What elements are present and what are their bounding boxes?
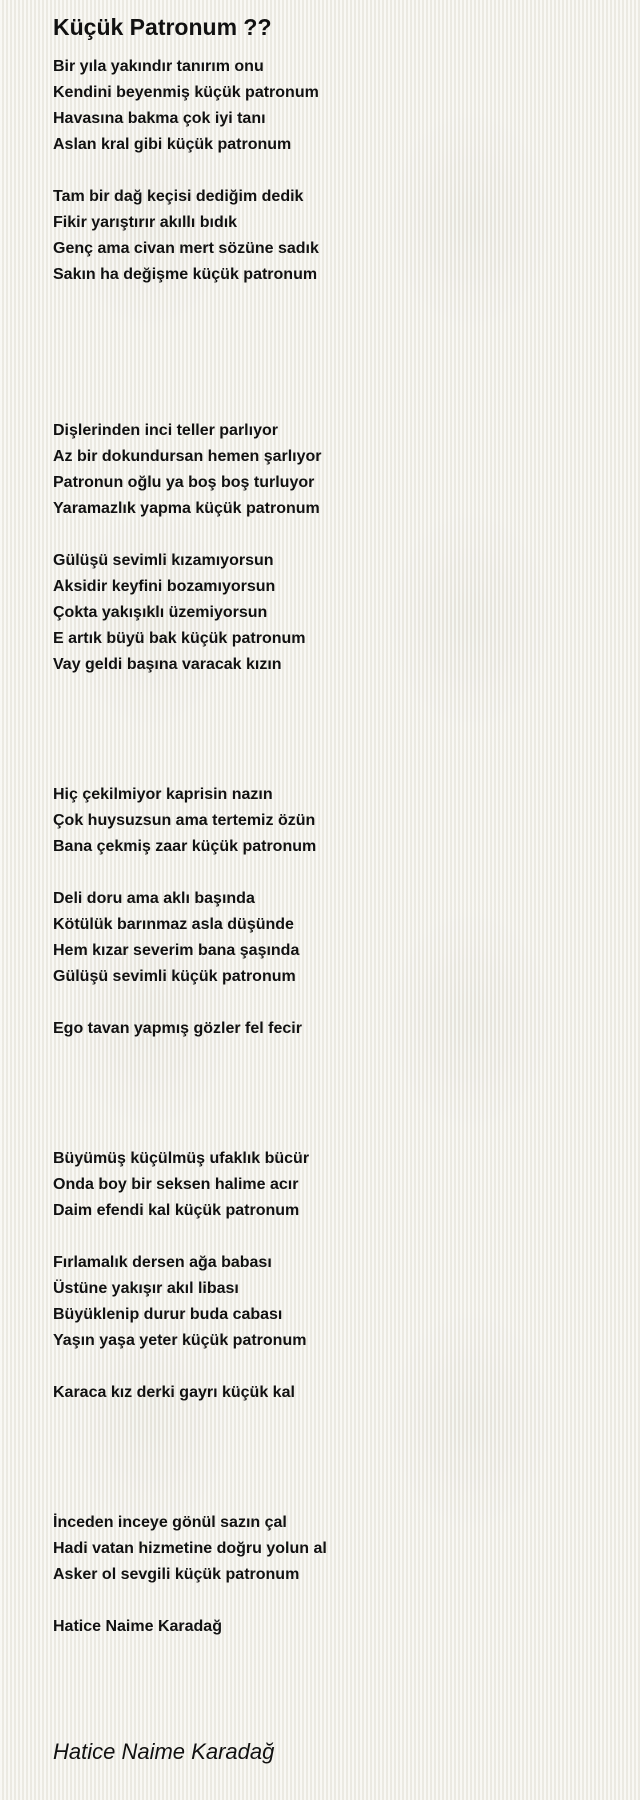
poem-body (53, 54, 613, 1640)
stanza-gap (53, 704, 613, 730)
stanza-gap (53, 158, 613, 184)
poem-line: Vay geldi başına varacak kızın (53, 656, 282, 673)
stanza-gap (53, 366, 613, 392)
poem-page (53, 0, 613, 1764)
stanza-gap (53, 1094, 613, 1120)
poem-line: Hiç çekilmiyor kaprisin nazın (53, 786, 273, 803)
poem-line: İnceden inceye gönül sazın çal (53, 1514, 287, 1531)
poem-line: Fikir yarıştırır akıllı bıdık (53, 214, 238, 231)
stanza-gap (53, 1406, 613, 1432)
poem-line: Yaramazlık yapma küçük patronum (53, 500, 320, 517)
poem-line: Büyümüş küçülmüş ufaklık bücür (53, 1150, 310, 1167)
poem-line: Gülüşü sevimli kızamıyorsun (53, 552, 274, 569)
poem-line: Bir yıla yakındır tanırım onu (53, 58, 264, 75)
poem-line: Tam bir dağ keçisi dediğim dedik (53, 188, 304, 205)
poem-line: Havasına bakma çok iyi tanı (53, 110, 266, 127)
stanza-gap (53, 1120, 613, 1146)
stanza-gap (53, 678, 613, 704)
poem-line: Kötülük barınmaz asla düşünde (53, 916, 294, 933)
stanza-gap (53, 756, 613, 782)
poem-line: Karaca kız derki gayrı küçük kal (53, 1384, 295, 1401)
stanza-gap (53, 860, 613, 886)
poem-line: Bana çekmiş zaar küçük patronum (53, 838, 317, 855)
poem-line: Sakın ha değişme küçük patronum (53, 266, 318, 283)
stanza-gap (53, 1042, 613, 1068)
poem-line: Hatice Naime Karadağ (53, 1618, 222, 1635)
poem-line: Genç ama civan mert sözüne sadık (53, 240, 319, 257)
stanza-gap (53, 522, 613, 548)
stanza-gap (53, 730, 613, 756)
poem-line: Deli doru ama aklı başında (53, 890, 255, 907)
poem-line: Büyüklenip durur buda cabası (53, 1306, 283, 1323)
poem-line: Patronun oğlu ya boş boş turluyor (53, 474, 315, 491)
poem-line: Dişlerinden inci teller parlıyor (53, 422, 278, 439)
stanza-gap (53, 1588, 613, 1614)
poem-line: Fırlamalık dersen ağa babası (53, 1254, 272, 1271)
poem-line: Üstüne yakışır akıl libası (53, 1280, 239, 1297)
stanza-gap (53, 340, 613, 366)
poem-line: Hem kızar severim bana şaşında (53, 942, 300, 959)
stanza-gap (53, 1224, 613, 1250)
stanza-gap (53, 990, 613, 1016)
poem-line: E artık büyü bak küçük patronum (53, 630, 306, 647)
poem-line: Gülüşü sevimli küçük patronum (53, 968, 296, 985)
poem-line: Yaşın yaşa yeter küçük patronum (53, 1332, 307, 1349)
poem-line: Çokta yakışıklı üzemiyorsun (53, 604, 268, 621)
stanza-gap (53, 1068, 613, 1094)
poem-title: Küçük Patronum ?? (53, 14, 272, 40)
stanza-gap (53, 288, 613, 314)
author-signature: Hatice Naime Karadağ (53, 1739, 275, 1764)
poem-line: Daim efendi kal küçük patronum (53, 1202, 300, 1219)
stanza-gap (53, 314, 613, 340)
stanza-gap (53, 1458, 613, 1484)
stanza-gap (53, 1354, 613, 1380)
stanza-gap (53, 1432, 613, 1458)
poem-line: Ego tavan yapmış gözler fel fecir (53, 1020, 302, 1037)
poem-line: Aksidir keyfini bozamıyorsun (53, 578, 276, 595)
poem-line: Az bir dokundursan hemen şarlıyor (53, 448, 322, 465)
poem-line: Asker ol sevgili küçük patronum (53, 1566, 300, 1583)
stanza-gap (53, 392, 613, 418)
stanza-gap (53, 1484, 613, 1510)
poem-line: Hadi vatan hizmetine doğru yolun al (53, 1540, 327, 1557)
poem-line: Onda boy bir seksen halime acır (53, 1176, 299, 1193)
poem-line: Kendini beyenmiş küçük patronum (53, 84, 319, 101)
poem-line: Aslan kral gibi küçük patronum (53, 136, 292, 153)
poem-line: Çok huysuzsun ama tertemiz özün (53, 812, 316, 829)
